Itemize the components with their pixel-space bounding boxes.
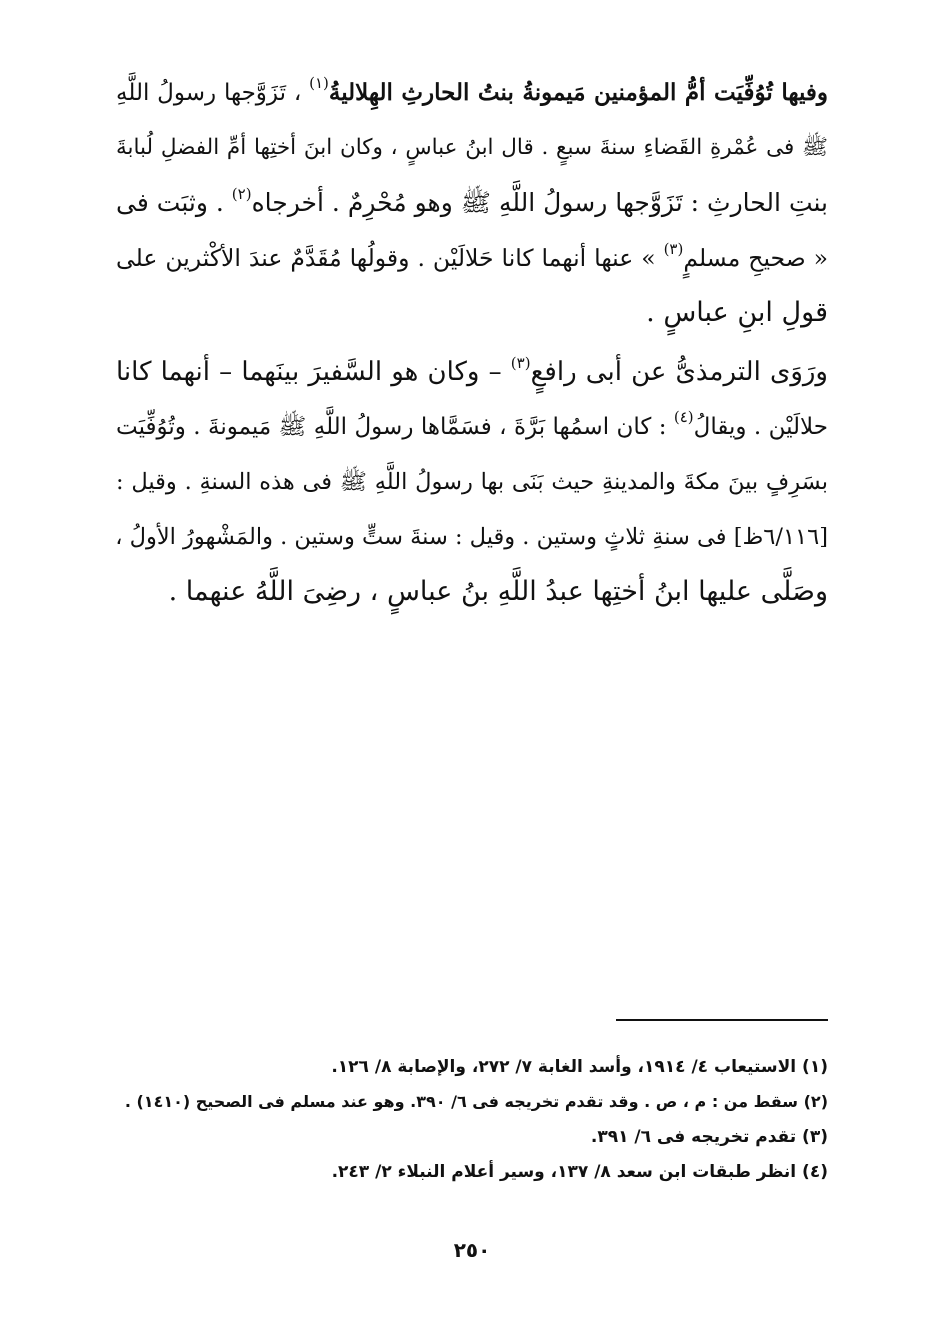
footnote-1: (١) الاستيعاب ٤/ ١٩١٤، وأسد الغابة ٧/ ٢٧٢، والإصابة ٨/ ١٢٦. [331,1057,828,1077]
footnote-marker-2: (٢) [231,185,252,203]
footnote-separator [616,1019,828,1021]
paragraph1-line2: ﷺ فى عُمْرةِ القَضاءِ سنةَ سبعٍ . قال ابنُ عباسٍ ، وكان ابنَ أختِها أمِّ الفضلِ لُبابةَ [116,135,828,160]
footnote-marker-3: (٣) [663,240,684,258]
footnote-marker-4: (٤) [673,408,694,426]
paragraph1-line1-rest: ، تَزَوَّجها رسولُ اللَّهِ [116,80,310,106]
footnote-3: (٣) تقدم تخريجه فى ٦/ ٣٩١. [590,1127,828,1147]
footnote-marker-1: (١) [309,74,329,92]
paragraph1-line4-b: » عنها أنهما كانا حَلالَيْن . وقولُها مُقَدَّمٌ عندَ الأكْثرين على [116,244,664,272]
paragraph1-line4-a: « صحيحِ مسلمٍ [683,244,828,272]
paragraph1-line3-b: . وثبَت فى [116,188,232,217]
paragraph2-line2 [116,407,828,447]
page-number: ٢٥٠ [453,1238,491,1262]
paragraph2-line4: [٦/١١٦ظ] فى سنةِ ثلاثٍ وستين . وقيل : سنةَ ستٍّ وستين . والمَشْهورُ الأولُ ، [115,524,828,550]
paragraph2-line2-b: : كان اسمُها بَرَّةَ ، فسَمَّاها رسولُ اللَّهِ ﷺ مَيمونةَ . وتُوُفِّيَت [116,414,674,440]
paragraph2-line1-a: ورَوَى الترمذىُّ عن أبى رافعٍ [530,357,828,387]
footnote-2: (٢) سقط من : م ، ص . وقد تقدم تخريجه فى ٦/ ٣٩٠. وهو عند مسلم فى الصحيح (١٤١٠) . [124,1092,828,1111]
paragraph2-line1-b: – وكان هو السَّفيرَ بينَهما – أنهما كانا [116,357,511,387]
paragraph2-line1 [116,352,828,392]
paragraph2-line3: بسَرِفٍ بينَ مكةَ والمدينةِ حيث بَنَى بها رسولُ اللَّهِ ﷺ فى هذه السنةِ . وقيل : [116,469,828,495]
paragraph1-line3-a: بنتِ الحارثِ : تَزَوَّجها رسولُ اللَّهِ ﷺ وهو مُحْرِمٌ . أخرجاه [251,188,828,217]
paragraph1-line5: قولِ ابنِ عباسٍ . [646,297,828,328]
paragraph1-line3 [116,183,828,223]
paragraph1-line1 [116,73,828,113]
paragraph2-line2-a: حلالَيْن . ويقالُ [693,414,828,440]
paragraph1-line4 [116,238,828,278]
footnote-marker-3b: (٣) [510,354,531,372]
paragraph2-line5: وصَلَّى عليها ابنُ أختِها عبدُ اللَّهِ بنُ عباسٍ ، رضِىَ اللَّهُ عنهما . [168,576,828,607]
paragraph1-line1-bold: وفيها تُوُفِّيَت أمُّ المؤمنين مَيمونةُ بنتُ الحارثِ الهِلاليةُ [328,79,828,106]
footnote-4: (٤) انظر طبقات ابن سعد ٨/ ١٣٧، وسير أعلام النبلاء ٢/ ٢٤٣. [331,1162,828,1182]
